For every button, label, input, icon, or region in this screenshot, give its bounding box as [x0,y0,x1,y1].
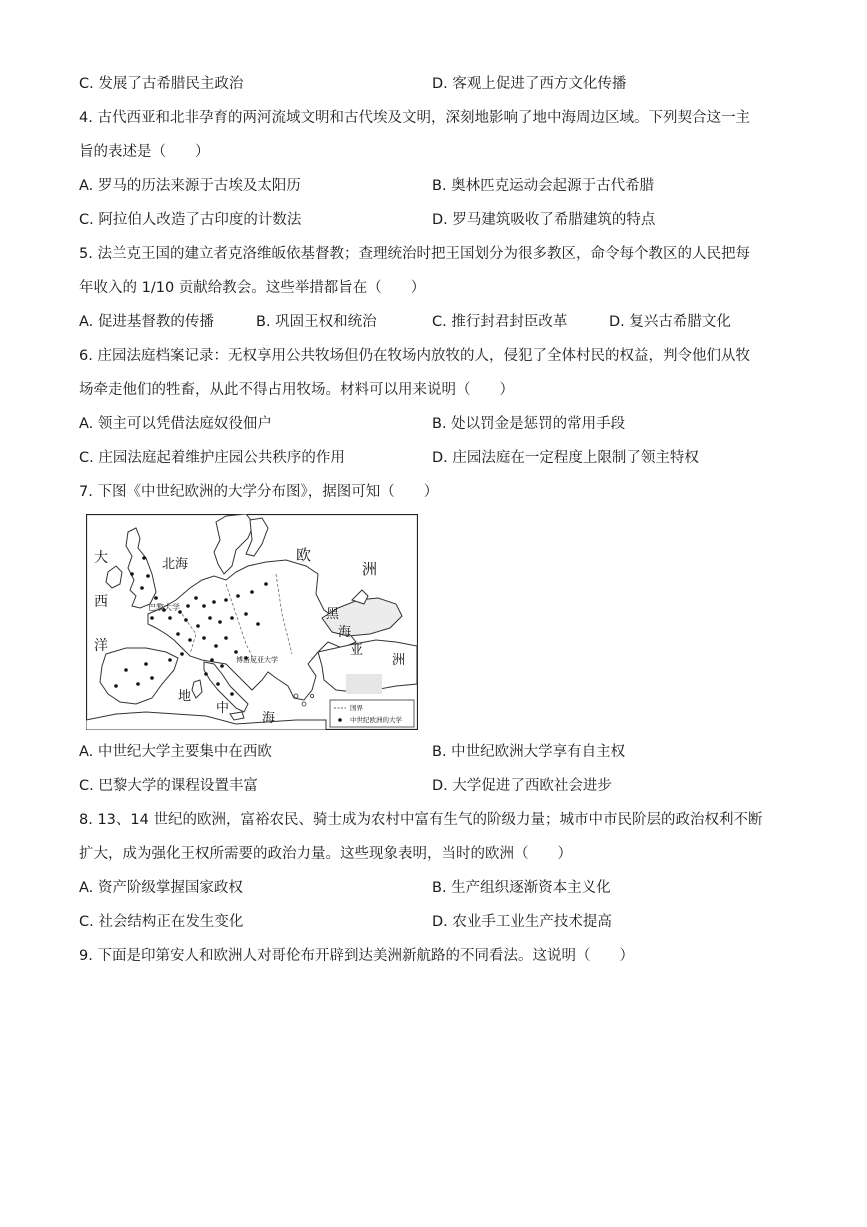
q5-option-b: B. 巩固王权和统治 [256,314,377,330]
q8-stem-line-2: 扩大，成为强化王权所需要的政治力量。这些现象表明，当时的欧洲（ ） [79,846,572,862]
label-north-sea: 北海 [162,557,189,572]
q6-option-b: B. 处以罚金是惩罚的常用手段 [432,416,626,432]
label-europe-2: 洲 [362,560,378,578]
label-europe-1: 欧 [296,546,312,564]
label-asia-2: 洲 [392,653,406,668]
q4-option-b: B. 奥林匹克运动会起源于古代希腊 [432,178,655,194]
q7-option-c: C. 巴黎大学的课程设置丰富 [79,778,258,794]
q4-stem-line-2: 旨的表述是（ ） [79,144,210,160]
q8-option-a: A. 资产阶级掌握国家政权 [79,880,243,896]
label-atlantic-1: 大 [94,550,108,566]
q7-option-a: A. 中世纪大学主要集中在西欧 [79,744,272,760]
label-med-3: 海 [262,711,276,726]
q4-option-d: D. 罗马建筑吸收了希腊建筑的特点 [432,212,656,228]
label-atlantic-3: 洋 [94,638,108,654]
q6-option-a: A. 领主可以凭借法庭奴役佃户 [79,416,272,432]
q5-option-d: D. 复兴古希腊文化 [609,314,731,330]
q5-stem-line-2: 年收入的 1/10 贡献给教会。这些举措都旨在（ ） [79,280,426,296]
q6-stem-line-1: 6. 庄园法庭档案记录：无权享用公共牧场但仍在牧场内放牧的人，侵犯了全体村民的权益，判令他们从牧 [79,348,750,364]
q7-option-b: B. 中世纪欧洲大学享有自主权 [432,744,626,760]
q3-option-d: D. 客观上促进了西方文化传播 [432,76,627,92]
q9-stem: 9. 下面是印第安人和欧洲人对哥伦布开辟到达美洲新航路的不同看法。这说明（ ） [79,948,634,964]
map-legend [330,700,414,727]
label-black-sea-1: 黑 [326,607,340,622]
q8-stem-line-1: 8. 13、14 世纪的欧洲，富裕农民、骑士成为农村中富有生气的阶级力量；城市中市民阶层的政治权利不断 [79,812,763,828]
q4-stem-line-1: 4. 古代西亚和北非孕育的两河流域文明和古代埃及文明，深刻地影响了地中海周边区域。下列契合这一主 [79,110,750,126]
q5-option-a: A. 促进基督教的传播 [79,314,214,330]
label-med-2: 中 [216,701,230,716]
q8-option-d: D. 农业手工业生产技术提高 [432,914,612,930]
q4-option-a: A. 罗马的历法来源于古埃及太阳历 [79,178,301,194]
label-black-sea-2: 海 [338,625,352,640]
label-atlantic-2: 西 [94,594,108,610]
q6-stem-line-2: 场牵走他们的牲畜，从此不得占用牧场。材料可以用来说明（ ） [79,382,514,398]
q7-stem: 7. 下图《中世纪欧洲的大学分布图》，据图可知（ ） [79,484,439,500]
q6-option-d: D. 庄园法庭在一定程度上限制了领主特权 [432,450,699,466]
q8-option-c: C. 社会结构正在发生变化 [79,914,244,930]
q5-stem-line-1: 5. 法兰克王国的建立者克洛维皈依基督教；查理统治时把王国划分为很多教区，命令每个教区的人民把每 [79,246,750,262]
label-asia-1: 亚 [350,643,364,658]
q7-option-d: D. 大学促进了西欧社会进步 [432,778,612,794]
q4-option-c: C. 阿拉伯人改造了古印度的计数法 [79,212,302,228]
legend-boundary-label: 国界 [350,704,363,712]
q5-option-c: C. 推行封君封臣改革 [432,314,568,330]
label-paris-university: 巴黎大学 [148,603,180,612]
label-med-1: 地 [178,689,192,704]
q3-option-c: C. 发展了古希腊民主政治 [79,76,244,92]
q6-option-c: C. 庄园法庭起着维护庄园公共秩序的作用 [79,450,345,466]
q8-option-b: B. 生产组织逐渐资本主义化 [432,880,611,896]
medieval-university-map [86,514,418,730]
label-bologna-university: 博洛尼亚大学 [236,656,278,664]
legend-university-label: 中世纪欧洲的大学 [350,716,402,724]
